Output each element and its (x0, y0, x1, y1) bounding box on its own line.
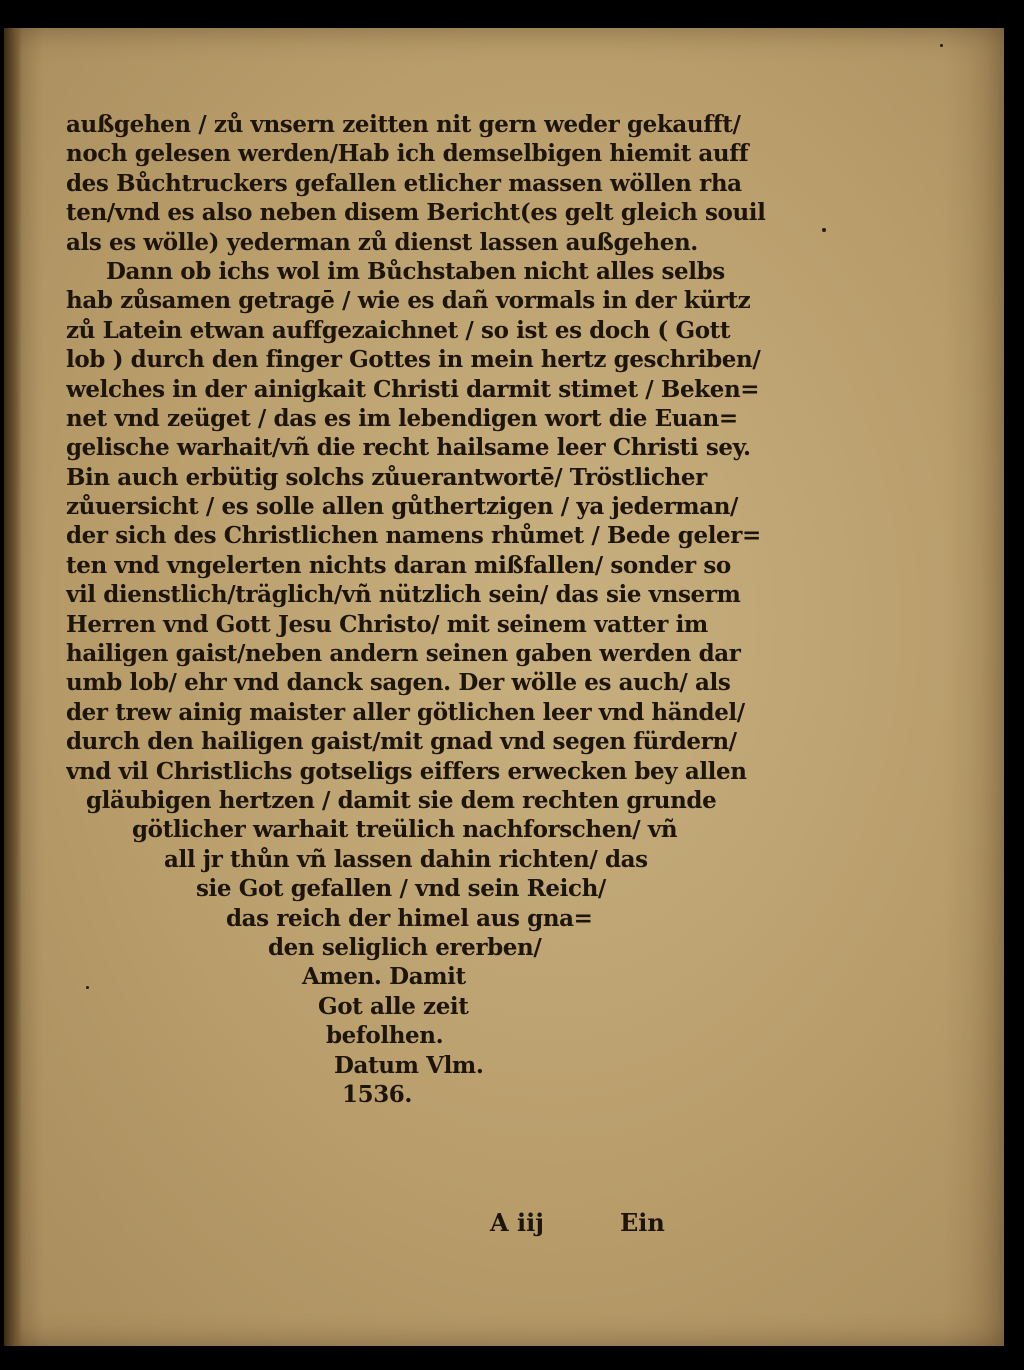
text-line: als es wölle) yederman zů dienst lassen außgehen. (66, 228, 698, 256)
text-line: zů Latein etwan auffgezaichnet / so ist es doch ( Gott (66, 316, 731, 344)
page-text-block (66, 110, 778, 1109)
text-line: Dann ob ichs wol im Bůchstaben nicht alles selbs (106, 257, 725, 285)
text-line: ten vnd vngelerten nichts daran mißfallen/ sonder so (66, 551, 731, 579)
text-line: befolhen. (326, 1022, 444, 1050)
text-line: sie Got gefallen / vnd sein Reich/ (196, 875, 606, 903)
text-line: umb lob/ ehr vnd danck sagen. Der wölle es auch/ als (66, 669, 731, 697)
text-line: gelische warhait/vñ die recht hailsame leer Christi sey. (66, 434, 751, 462)
text-line: lob ) durch den finger Gottes in mein hertz geschriben/ (66, 346, 761, 374)
text-line: Got alle zeit (318, 992, 469, 1020)
ink-speck (822, 228, 826, 232)
ink-speck (86, 986, 89, 989)
text-line: des Bůchtruckers gefallen etlicher massen wöllen rha (66, 169, 742, 197)
text-line: Amen. Damit (302, 963, 466, 991)
text-line: hab zůsamen getragē / wie es dañ vormals in der kürtz (66, 287, 751, 315)
text-line: der sich des Christlichen namens rhůmet / Bede geler= (66, 522, 761, 550)
text-line: Bin auch erbütig solchs zůuerantwortē/ Tröstlicher (66, 463, 707, 491)
text-line: ten/vnd es also neben disem Bericht(es gelt gleich souil (66, 199, 766, 227)
text-line: welches in der ainigkait Christi darmit stimet / Beken= (66, 375, 760, 403)
text-line: das reich der himel aus gna= (226, 904, 593, 932)
text-line: der trew ainig maister aller götlichen leer vnd händel/ (66, 698, 745, 726)
text-line: all jr thůn vñ lassen dahin richten/ das (164, 845, 648, 873)
text-line: Herren vnd Gott Jesu Christo/ mit seinem vatter im (66, 610, 708, 638)
book-page (4, 28, 1004, 1346)
text-line: 1536. (342, 1080, 413, 1108)
text-line: götlicher warhait treülich nachforschen/ vñ (132, 816, 678, 844)
ink-speck (940, 44, 943, 47)
text-line: Datum Vlm. (334, 1051, 484, 1079)
page-gutter-shadow (4, 28, 22, 1346)
text-line: durch den hailigen gaist/mit gnad vnd segen fürdern/ (66, 728, 737, 756)
page-footer (490, 1208, 710, 1242)
text-line: vil dienstlich/träglich/vñ nützlich sein/ das sie vnserm (66, 581, 741, 609)
catchword: Ein (620, 1208, 665, 1237)
text-line: hailigen gaist/neben andern seinen gaben werden dar (66, 640, 741, 668)
text-line: gläubigen hertzen / damit sie dem rechten grunde (86, 786, 717, 814)
signature-mark: A iij (490, 1208, 544, 1237)
text-line: net vnd zeüget / das es im lebendigen wort die Euan= (66, 404, 738, 432)
text-line: vnd vil Christlichs gotseligs eiffers erwecken bey allen (66, 757, 747, 785)
text-line: noch gelesen werden/Hab ich demselbigen hiemit auff (66, 140, 749, 168)
text-line: den seliglich ererben/ (268, 933, 542, 961)
text-line: außgehen / zů vnsern zeitten nit gern weder gekaufft/ (66, 111, 741, 138)
text-line: zůuersicht / es solle allen gůthertzigen / ya jederman/ (66, 493, 739, 521)
